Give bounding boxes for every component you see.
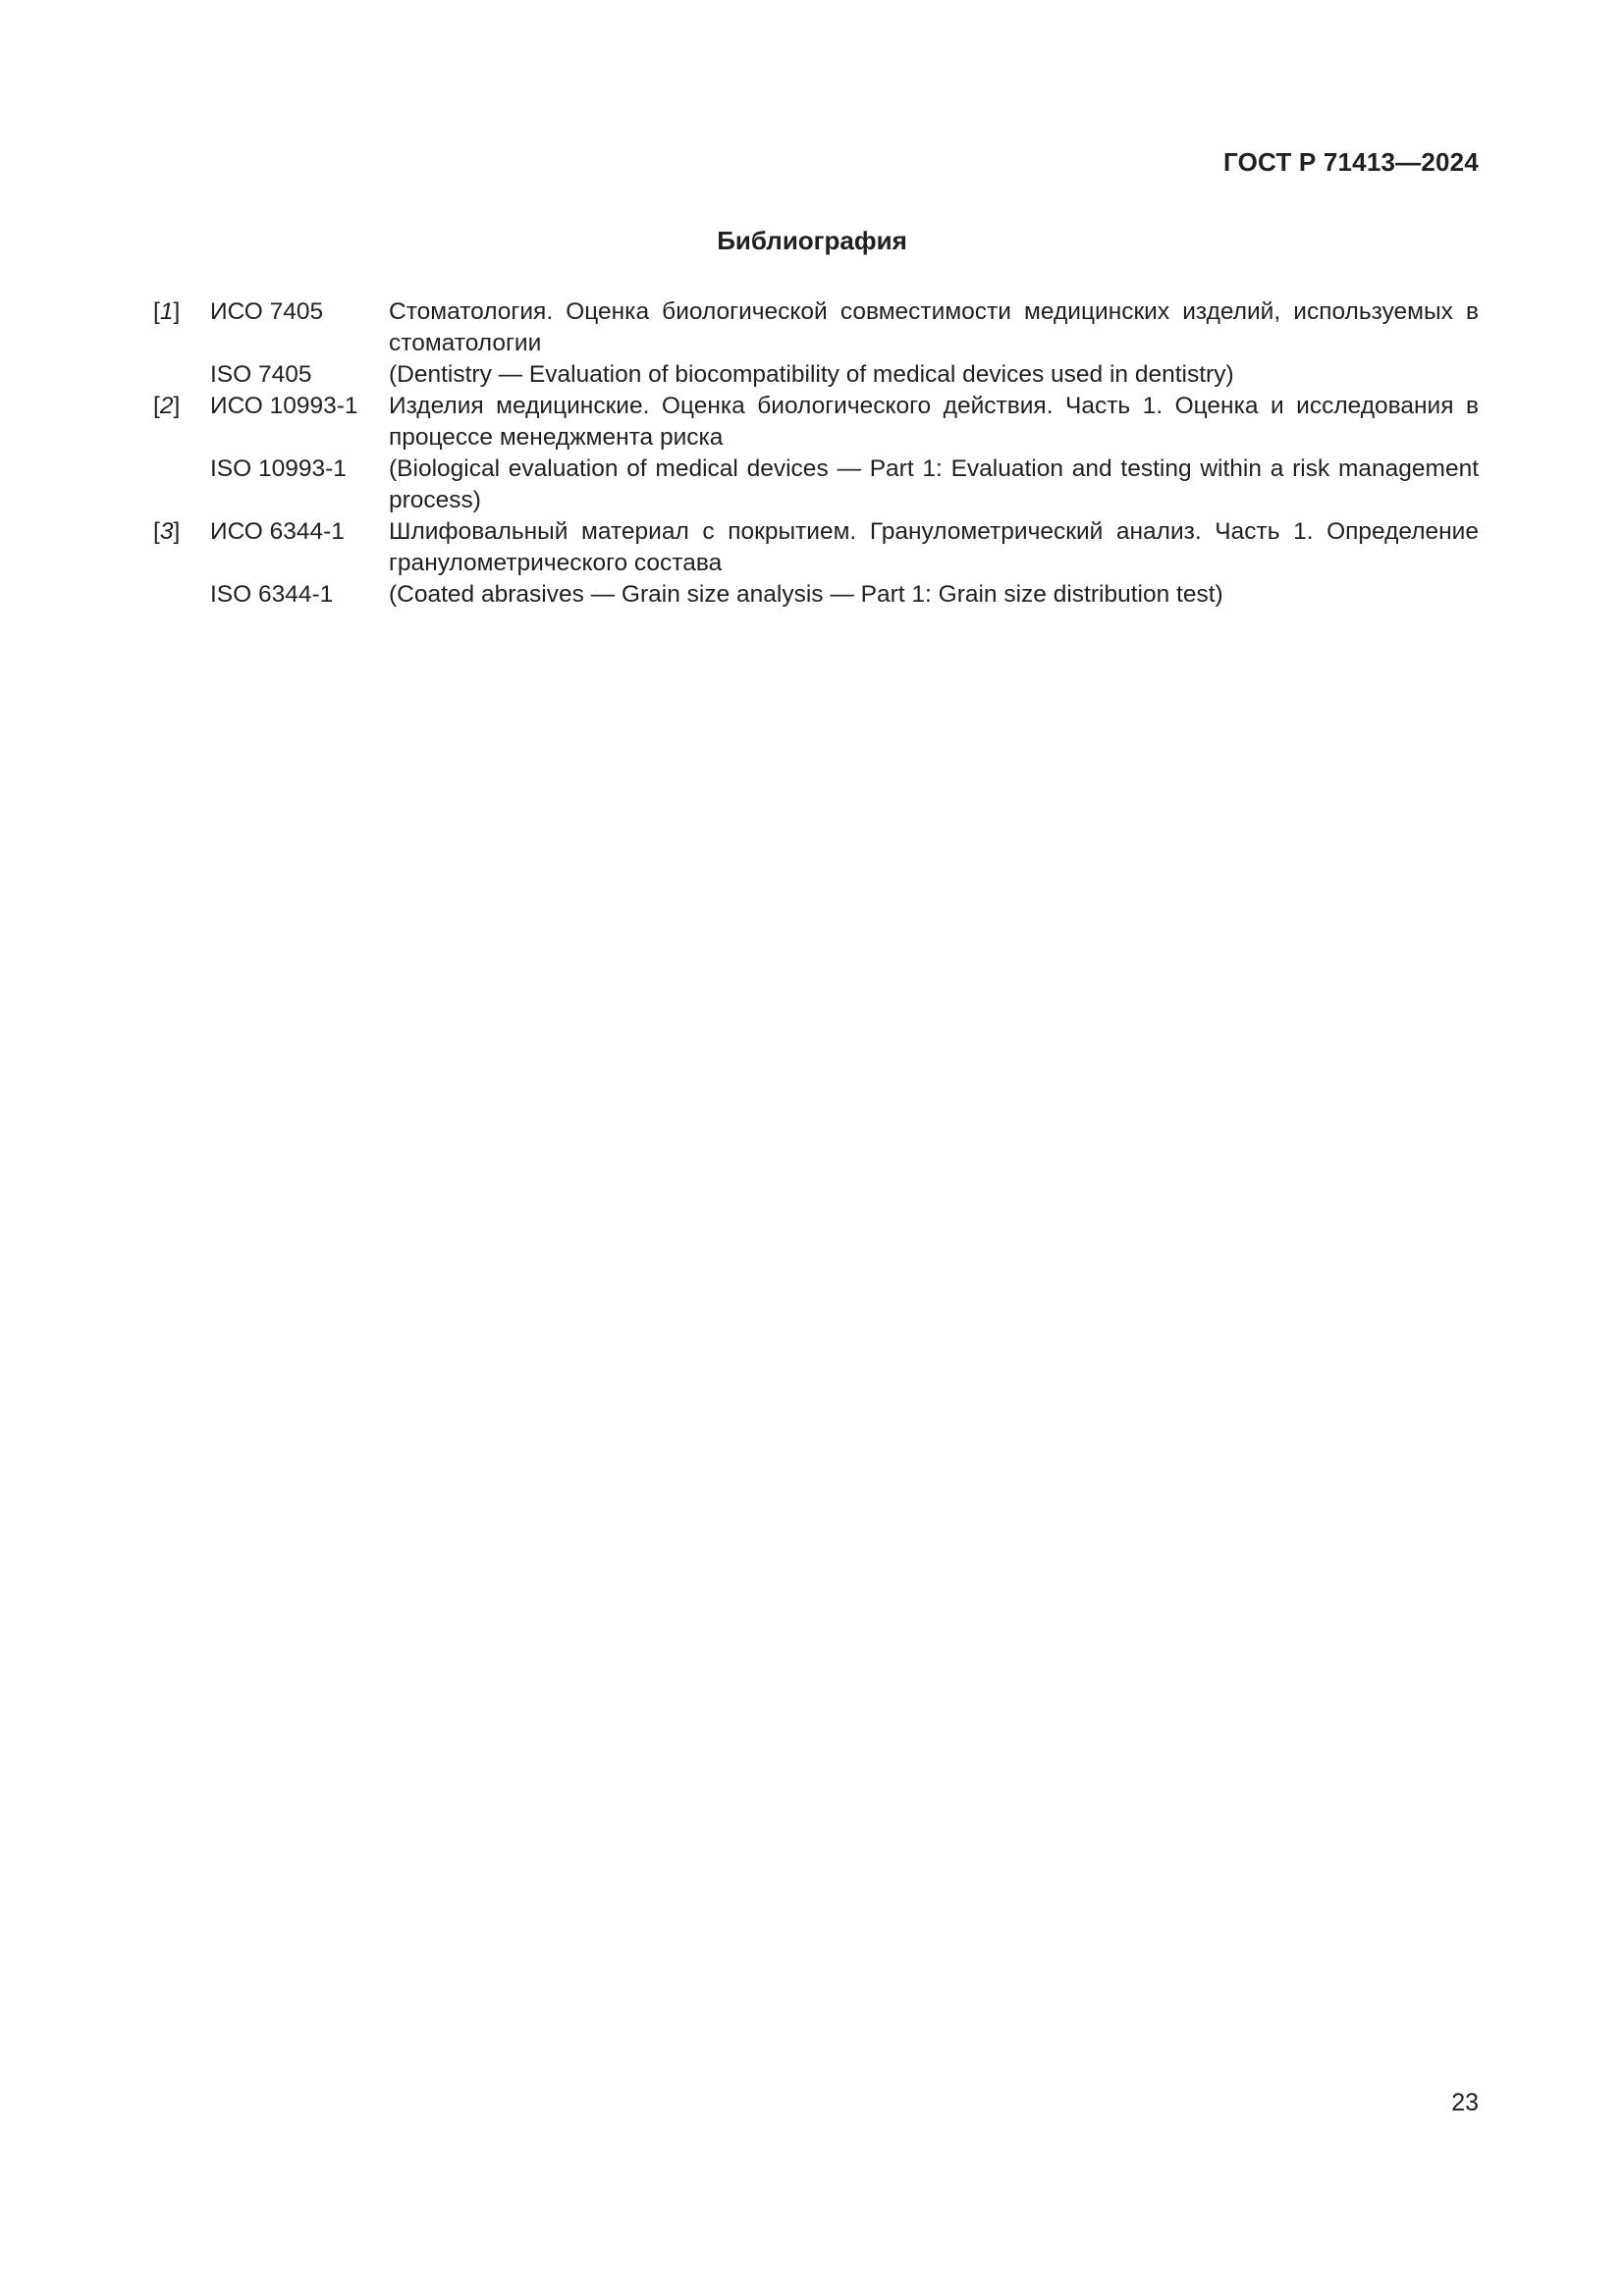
- entry-number: [2]: [153, 393, 181, 419]
- entry-number-value: 2: [159, 393, 174, 419]
- entry-number: [1]: [153, 298, 181, 325]
- page-number: 23: [1451, 2089, 1479, 2116]
- bibliography-entry-translation: [153, 579, 1479, 611]
- entry-code-ru: ИСО 7405: [210, 298, 324, 325]
- entry-code-ru: ИСО 6344-1: [210, 518, 345, 545]
- entry-title-ru: Изделия медицинские. Оценка биологического действия. Часть 1. Оценка и исследования в процессе менеджмента риска: [389, 393, 1479, 451]
- page-title: Библиография: [717, 226, 907, 255]
- bibliography-entry: [153, 296, 1479, 359]
- entry-number-value: 3: [159, 518, 174, 545]
- bibliography-entry-translation: [153, 359, 1479, 391]
- entry-title-en: (Coated abrasives — Grain size analysis — Part 1: Grain size distribution test): [389, 581, 1223, 608]
- bibliography-entry: [153, 391, 1479, 454]
- entry-code-en: ISO 7405: [210, 361, 312, 388]
- entry-code-en: ISO 10993-1: [210, 455, 347, 482]
- entry-number-value: 1: [159, 298, 174, 325]
- bibliography-entry-translation: [153, 454, 1479, 516]
- entry-title-ru: Шлифовальный материал с покрытием. Гранулометрический анализ. Часть 1. Определение гранулометрического состава: [389, 518, 1479, 576]
- standard-designation: ГОСТ Р 71413—2024: [1223, 147, 1479, 177]
- entry-code-en: ISO 6344-1: [210, 581, 334, 608]
- entry-code-ru: ИСО 10993-1: [210, 393, 358, 419]
- entry-title-en: (Biological evaluation of medical devices — Part 1: Evaluation and testing within a risk management process): [389, 455, 1479, 513]
- entry-number: [3]: [153, 518, 181, 545]
- entry-title-ru: Стоматология. Оценка биологической совместимости медицинских изделий, используемых в стоматологии: [389, 298, 1479, 356]
- bibliography-list: [153, 296, 1479, 611]
- bibliography-entry: [153, 516, 1479, 579]
- entry-title-en: (Dentistry — Evaluation of biocompatibility of medical devices used in dentistry): [389, 361, 1234, 388]
